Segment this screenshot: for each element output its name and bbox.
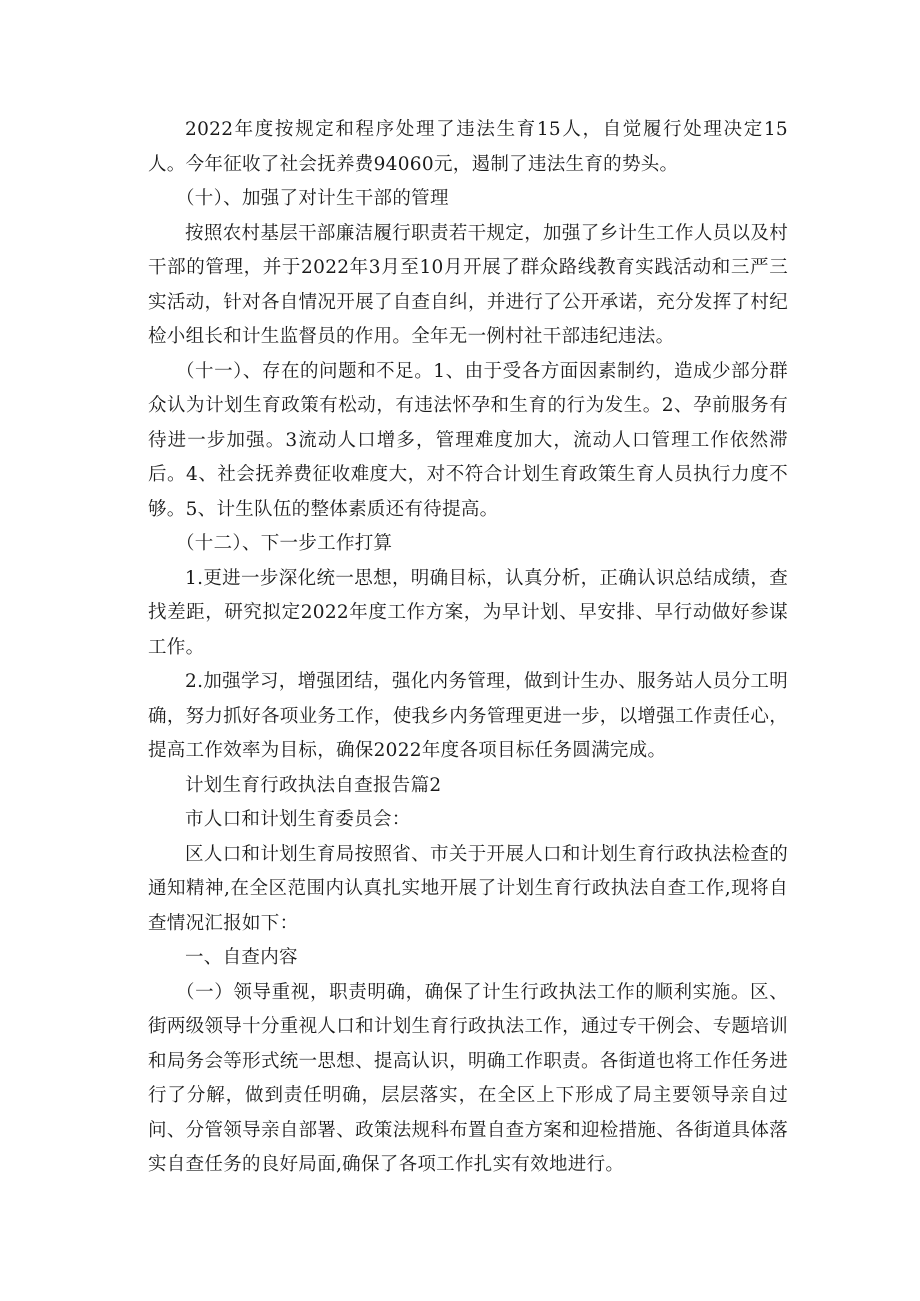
paragraph-problems-11: （十一）、存在的问题和不足。1、由于受各方面因素制约，造成少部分群众认为计划生育政策有松动，有违法怀孕和生育的行为发生。2、孕前服务有待进一步加强。3流动人口增多，管理难度加大，流动人口管理工作依然滞后。4、社会抚养费征收难度大，对不符合计划生育政策生育人员执行力度不够。5、计生队伍的整体素质还有待提高。 (148, 360, 788, 520)
paragraph-violation-handling: 2022年度按规定和程序处理了违法生育15人，自觉履行处理决定15人。今年征收了社会抚养费94060元，遏制了违法生育的势头。 (148, 119, 788, 175)
salutation: 市人口和计划生育委员会： (185, 809, 411, 830)
section-heading-10: （十）、加强了对计生干部的管理 (176, 188, 449, 209)
paragraph-intro: 区人口和计划生育局按照省、市关于开展人口和计划生育行政执法检查的通知精神,在全区范围内认真扎实地开展了计划生育行政执法自查工作,现将自查情况汇报如下： (148, 843, 788, 934)
paragraph-cadre-management: 按照农村基层干部廉洁履行职责若干规定，加强了乡计生工作人员以及村干部的管理，并于2022年3月至10月开展了群众路线教育实践活动和三严三实活动，针对各自情况开展了自查自纠，并进行了公开承诺，充分发挥了村纪检小组长和计生监督员的作用。全年无一例村社干部违纪违法。 (148, 222, 788, 347)
paragraph-plan-2: 2.加强学习，增强团结，强化内务管理，做到计生办、服务站人员分工明确，努力抓好各项业务工作，使我乡内务管理更进一步，以增强工作责任心，提高工作效率为目标，确保2022年度各项目标任务圆满完成。 (148, 671, 788, 761)
document-body (148, 113, 788, 1183)
paragraph-leadership: （一）领导重视，职责明确，确保了计生行政执法工作的顺利实施。区、街两级领导十分重视人口和计划生育行政执法工作，通过专干例会、专题培训和局务会等形式统一思想、提高认识，明确工作职责。各街道也将工作任务进行了分解，做到责任明确，层层落实，在全区上下形成了局主要领导亲自过问、分管领导亲自部署、政策法规科布置自查方案和迎检措施、各街道具体落实自查任务的良好局面,确保了各项工作扎实有效地进行。 (148, 981, 788, 1175)
report-title-2: 计划生育行政执法自查报告篇2 (185, 774, 442, 796)
section-heading-self-check: 一、自查内容 (185, 947, 298, 968)
paragraph-plan-1: 1.更进一步深化统一思想，明确目标，认真分析，正确认识总结成绩，查找差距，研究拟定2022年度工作方案，为早计划、早安排、早行动做好参谋工作。 (148, 567, 788, 658)
section-heading-12: （十二）、下一步工作打算 (176, 533, 393, 554)
